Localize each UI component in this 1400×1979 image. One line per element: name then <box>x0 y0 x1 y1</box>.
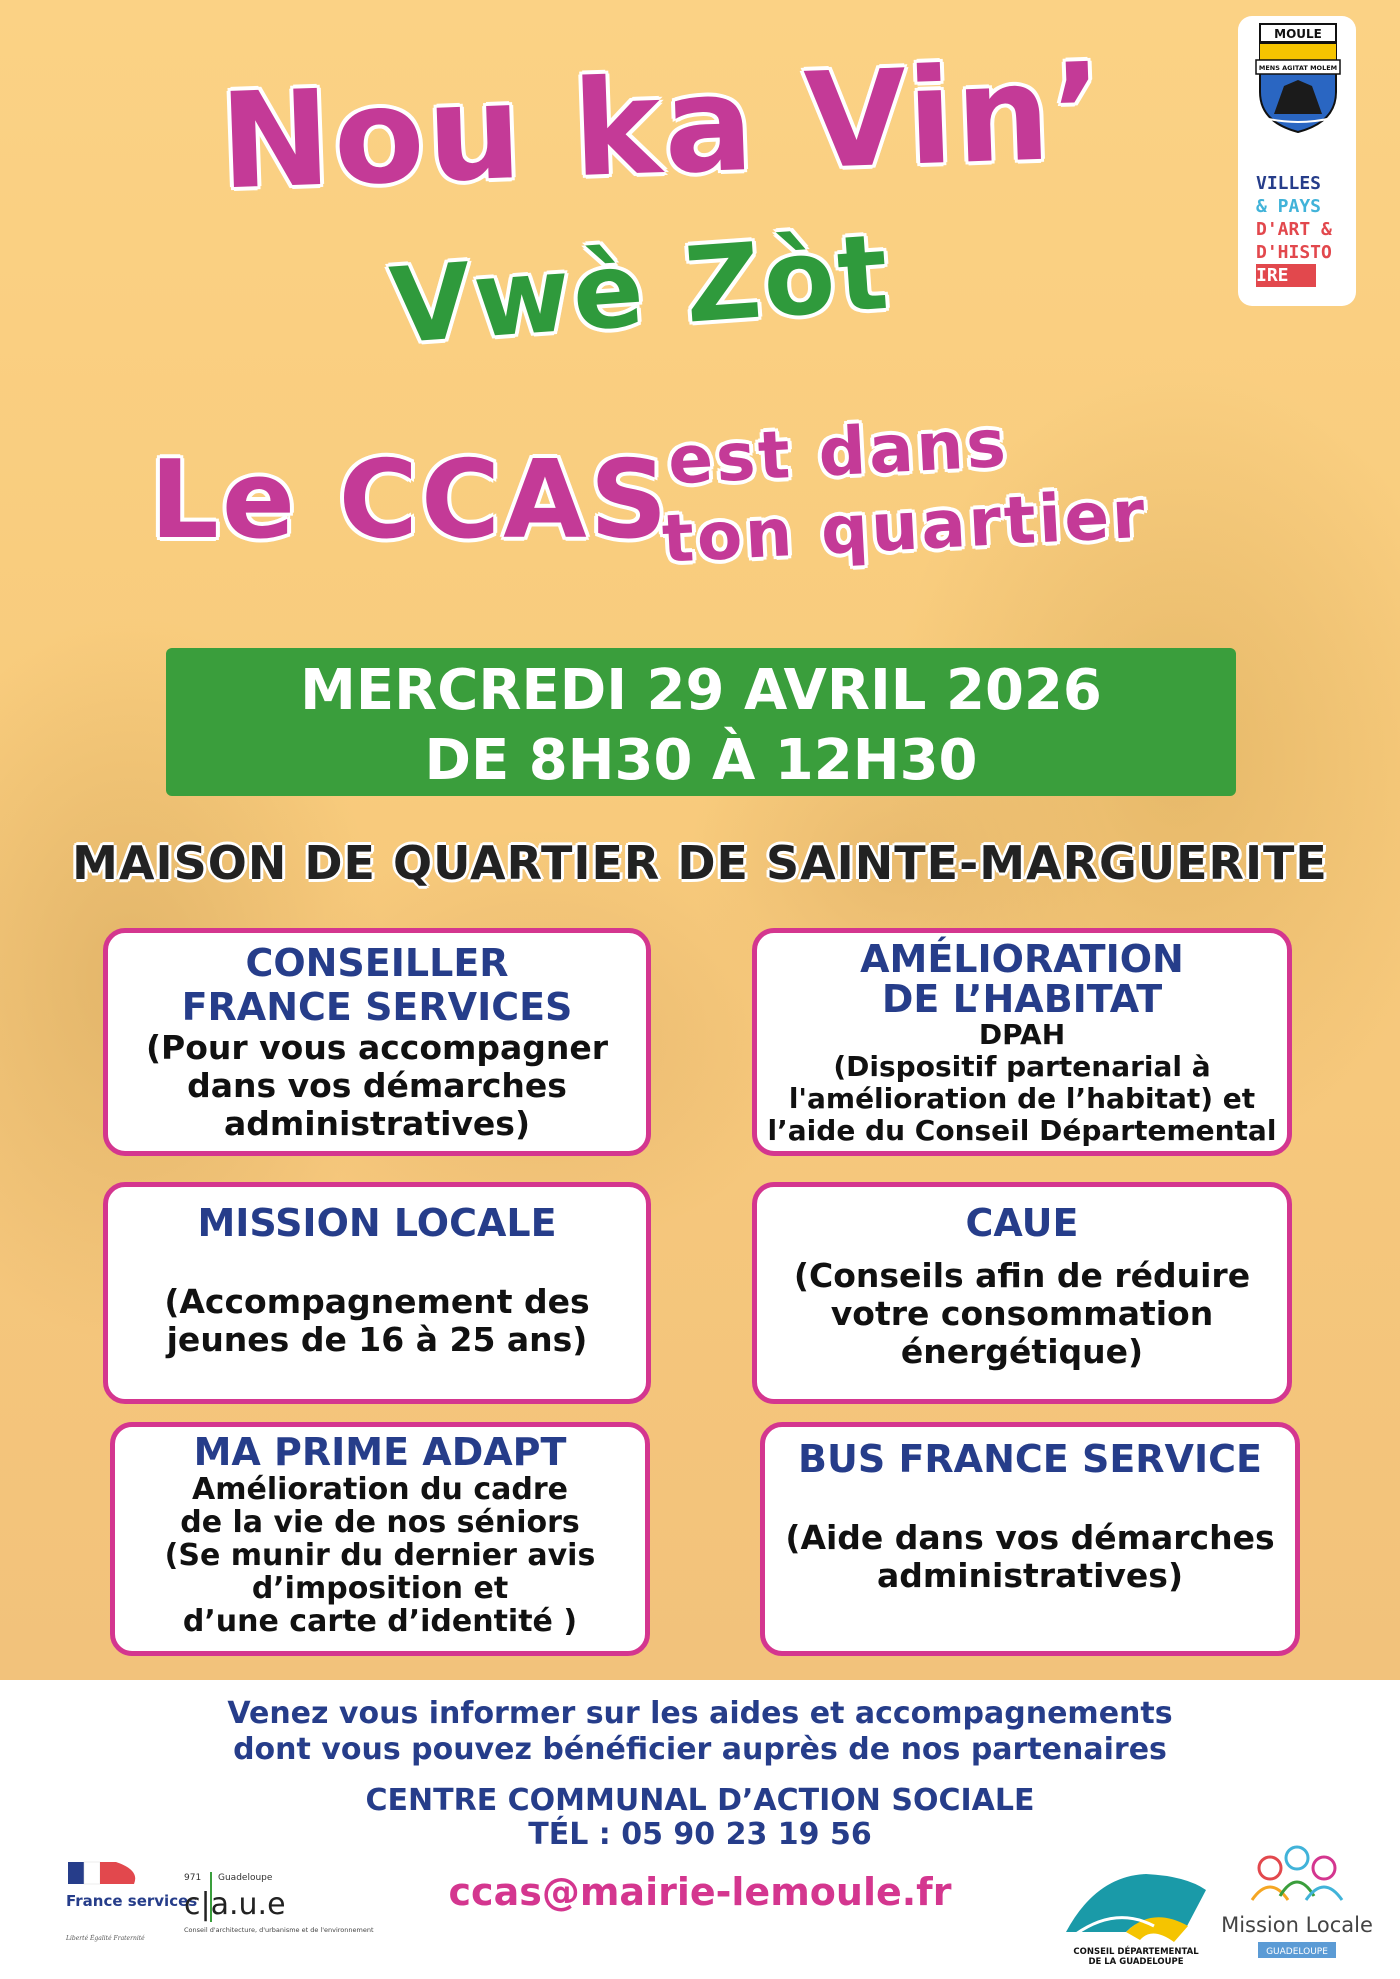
headline-quartier-line2: ton quartier <box>660 475 1150 578</box>
card-title: DE L’HABITAT <box>881 977 1163 1021</box>
headline-creole-1: Nou ka Vin’ <box>217 34 1109 220</box>
moule-coat-of-arms-logo <box>1254 22 1342 134</box>
ccas-name: CENTRE COMMUNAL D’ACTION SOCIALE <box>365 1783 1035 1818</box>
card-title: CONSEILLER <box>245 941 509 985</box>
svg-text:MOULE: MOULE <box>1274 27 1322 41</box>
svg-text:971: 971 <box>184 1873 202 1883</box>
card-text: d’une carte d’identité ) <box>182 1604 578 1639</box>
vah-line-5: IRE <box>1256 264 1316 287</box>
svg-text:MENS AGITAT MOLEM: MENS AGITAT MOLEM <box>1258 64 1338 72</box>
card-text: l'amélioration de l’habitat) et <box>788 1082 1256 1115</box>
event-location: MAISON DE QUARTIER DE SAINTE-MARGUERITE <box>72 836 1328 890</box>
card-title: MISSION LOCALE <box>197 1201 557 1245</box>
headline-quartier <box>660 398 1150 579</box>
card-text: d’imposition et <box>251 1571 509 1606</box>
ccas-email-link[interactable]: ccas@mairie-lemoule.fr <box>448 1870 952 1914</box>
card-text: (Pour vous accompagner <box>145 1028 609 1067</box>
event-date: MERCREDI 29 AVRIL 2026 <box>300 658 1102 723</box>
card-title: BUS FRANCE SERVICE <box>798 1437 1262 1481</box>
card-text: (Conseils afin de réduire <box>793 1256 1251 1295</box>
card-text: administratives) <box>223 1104 531 1143</box>
card-text: dans vos démarches <box>187 1066 567 1105</box>
headline-creole-2: Vwè Zòt <box>386 210 895 368</box>
ccas-contact <box>0 1784 1400 1852</box>
card-text: Amélioration du cadre <box>192 1472 568 1507</box>
headline-ccas: Le CCAS <box>150 438 671 563</box>
card-title: CAUE <box>965 1201 1079 1245</box>
svg-text:GUADELOUPE: GUADELOUPE <box>1266 1947 1328 1957</box>
svg-text:DE LA GUADELOUPE: DE LA GUADELOUPE <box>1088 1957 1184 1967</box>
vah-line-3: D'ART & <box>1256 219 1332 240</box>
caue-logo <box>182 1866 374 1956</box>
card-title: MA PRIME ADAPT <box>193 1430 567 1474</box>
card-conseiller-france-services <box>103 928 651 1156</box>
card-mission-locale <box>103 1182 651 1404</box>
info-text <box>0 1696 1400 1768</box>
vah-line-1: VILLES <box>1256 173 1322 194</box>
card-text: administratives) <box>876 1556 1184 1595</box>
svg-text:CONSEIL DÉPARTEMENTAL: CONSEIL DÉPARTEMENTAL <box>1073 1947 1199 1957</box>
vah-line-2: & PAYS <box>1256 196 1322 217</box>
card-text: votre consommation <box>830 1294 1214 1333</box>
svg-text:Guadeloupe: Guadeloupe <box>218 1873 273 1883</box>
date-banner <box>166 648 1236 796</box>
conseil-departemental-logo <box>1056 1866 1216 1966</box>
ccas-phone: TÉL : 05 90 23 19 56 <box>528 1817 872 1852</box>
city-logos <box>1238 16 1356 306</box>
card-text: DPAH <box>978 1018 1066 1051</box>
card-title: FRANCE SERVICES <box>181 985 573 1029</box>
card-text: énergétique) <box>900 1332 1144 1371</box>
info-line-1: Venez vous informer sur les aides et accompagnements <box>227 1696 1173 1731</box>
card-text: (Dispositif partenarial à <box>833 1050 1211 1083</box>
svg-text:c|a.u.e: c|a.u.e <box>184 1887 286 1922</box>
svg-text:Liberté Égalité Fraternité: Liberté Égalité Fraternité <box>66 1935 145 1942</box>
headline-quartier-line1: est dans <box>666 404 1011 500</box>
vah-line-4: D'HISTO <box>1256 242 1332 263</box>
villes-pays-art-histoire-logo <box>1256 172 1352 287</box>
card-text: (Se munir du dernier avis <box>164 1538 596 1573</box>
card-bus-france-service <box>760 1422 1300 1656</box>
card-amelioration-habitat <box>752 928 1292 1156</box>
info-line-2: dont vous pouvez bénéficier auprès de nos partenaires <box>233 1732 1167 1767</box>
card-text: l’aide du Conseil Départemental <box>767 1114 1277 1147</box>
card-title: AMÉLIORATION <box>860 937 1184 981</box>
card-text: de la vie de nos séniors <box>180 1505 580 1540</box>
event-time: DE 8H30 À 12H30 <box>424 728 978 793</box>
svg-text:Conseil d'architecture, d'urba: Conseil d'architecture, d'urbanisme et de l'environnement <box>184 1926 374 1934</box>
card-text: (Aide dans vos démarches <box>785 1518 1275 1557</box>
card-ma-prime-adapt <box>110 1422 650 1656</box>
mission-locale-logo <box>1222 1846 1372 1970</box>
svg-text:Mission Locale: Mission Locale <box>1221 1913 1373 1937</box>
card-text: jeunes de 16 à 25 ans) <box>166 1320 588 1359</box>
card-caue <box>752 1182 1292 1404</box>
card-text: (Accompagnement des <box>164 1282 590 1321</box>
svg-text:France services: France services <box>66 1892 198 1910</box>
